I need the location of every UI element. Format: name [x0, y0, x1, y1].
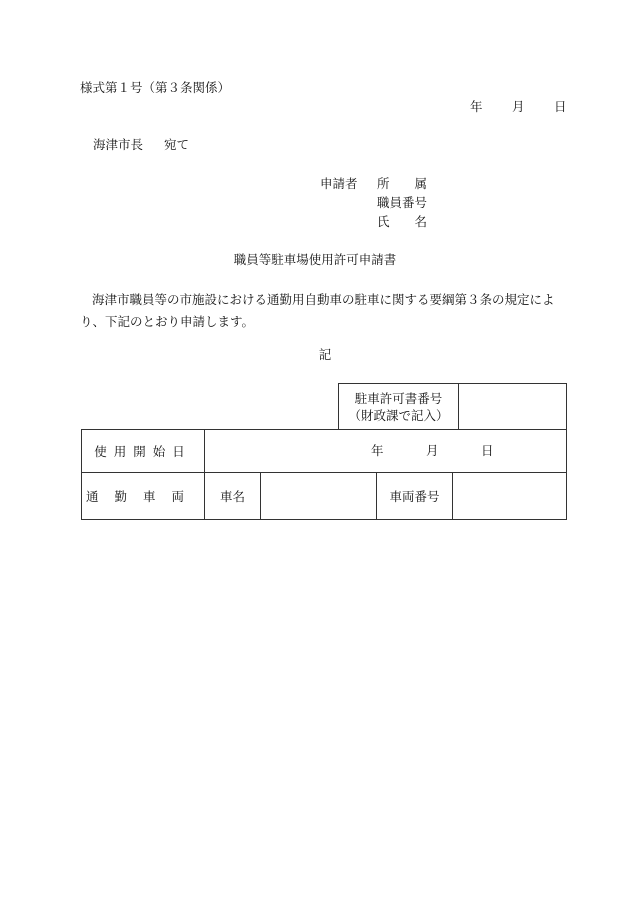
applicant-field-name: 氏 名 [377, 214, 428, 229]
plate-label: 車両番号 [389, 489, 440, 504]
start-date-year: 年 [371, 443, 384, 458]
document-title: 職員等駐車場使用許可申請書 [233, 252, 397, 267]
car-name-label: 車名 [219, 489, 245, 504]
header-year: 年 [470, 99, 483, 114]
permit-number-label-cell [339, 384, 459, 430]
permit-number-value[interactable] [459, 384, 567, 430]
applicant-label: 申請者 [320, 176, 358, 191]
header-month: 月 [512, 99, 525, 114]
addressee-suffix: 宛て [164, 137, 190, 152]
application-table [81, 429, 567, 520]
applicant-field-staff-number: 職員番号 [377, 195, 428, 210]
plate-value[interactable] [453, 473, 567, 520]
start-date-label: 使用開始日 [94, 444, 192, 459]
ki-heading: 記 [318, 347, 332, 362]
vehicle-label: 通勤車両 [85, 489, 200, 504]
body-paragraph: 海津市職員等の市施設における通勤用自動車の駐車に関する要綱第３条の規定により、下記のとおり申請します。 [80, 292, 555, 329]
start-date-day: 日 [481, 443, 494, 458]
permit-number-box [338, 383, 567, 430]
header-day: 日 [554, 99, 567, 114]
addressee-org: 海津市長 [93, 137, 144, 152]
form-number: 様式第１号（第３条関係） [80, 80, 231, 95]
permit-number-note: （財政課で記入） [348, 407, 449, 423]
car-name-value[interactable] [261, 473, 377, 520]
car-name-label-cell [205, 473, 261, 520]
plate-label-cell [377, 473, 453, 520]
applicant-field-affiliation: 所 属 [377, 176, 428, 191]
permit-number-label: 駐車許可書番号 [354, 390, 443, 406]
vehicle-label-cell [82, 473, 205, 520]
start-date-value-cell[interactable] [205, 430, 567, 473]
start-date-label-cell [82, 430, 205, 473]
start-date-month: 月 [426, 443, 439, 458]
